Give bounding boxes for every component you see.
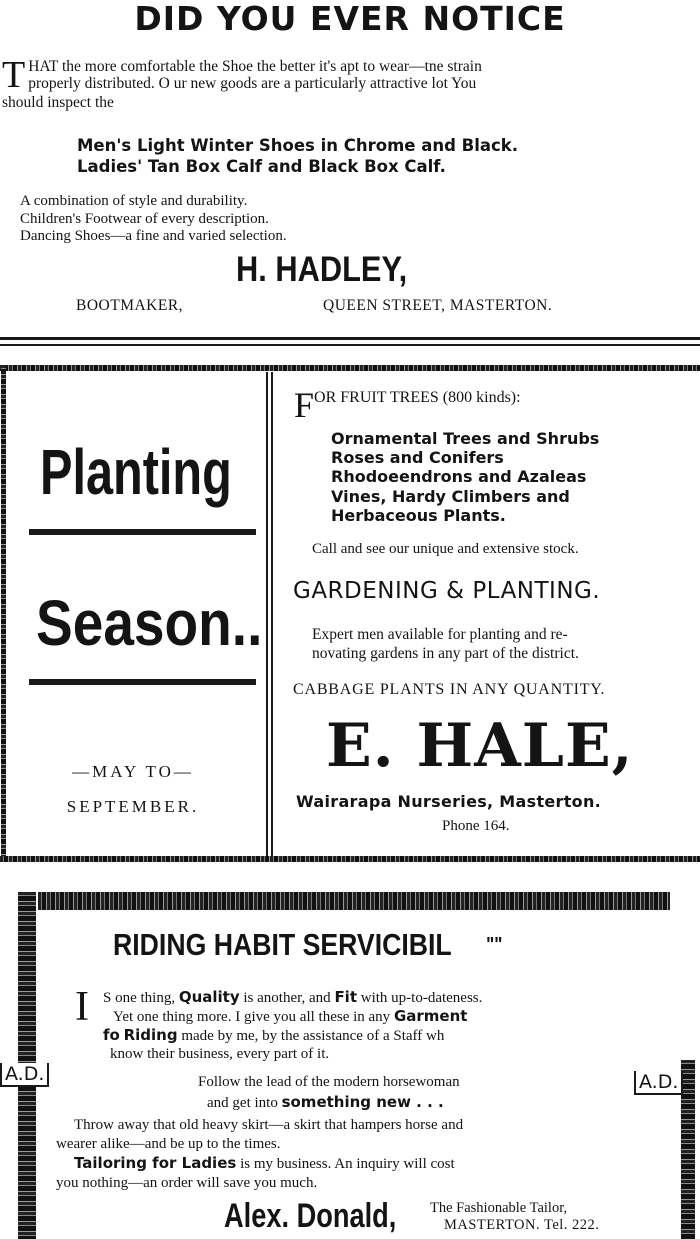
fruit-dropcap: F	[294, 385, 315, 425]
border-top	[0, 365, 700, 371]
donald-headline-text: RIDING HABIT SERVICIBIL	[113, 927, 452, 962]
hadley-list	[20, 193, 287, 246]
tag-line2: MASTERTON. Tel. 222.	[444, 1217, 600, 1233]
hale-nursery: Wairarapa Nurseries, Masterton.	[296, 792, 602, 811]
months-line1: —MAY TO—	[72, 762, 194, 781]
hale-item: Herbaceous Plants.	[331, 505, 506, 525]
hadley-intro-dropcap: T	[2, 54, 26, 96]
tailoring-line1	[56, 1154, 463, 1174]
hadley-intro-line3: should inspect the	[2, 94, 114, 111]
hale-item: Roses and Conifers	[331, 448, 504, 468]
text-run-bold: Riding	[123, 1026, 178, 1044]
donald-p1-line2	[75, 1007, 482, 1026]
hadley-intro-line1: HAT the more comfortable the Shoe the better it's apt to wear—tne strain	[28, 58, 482, 75]
donald-follow	[198, 1072, 460, 1113]
donald-name: Alex. Donald,	[224, 1197, 397, 1235]
hale-item: Rhodoeendrons and Azaleas	[331, 467, 587, 487]
hale-items	[331, 429, 599, 525]
donald-p1-line4: know their business, every part of it.	[110, 1046, 330, 1062]
hadley-list-line2: Children's Footwear of every description.	[20, 210, 269, 227]
hadley-feature-line1: Men's Light Winter Shoes in Chrome and Black.	[77, 136, 519, 155]
divider-rule	[0, 337, 700, 340]
follow-line2	[198, 1092, 460, 1113]
text-run: and get into	[207, 1095, 282, 1111]
donald-p1-line1	[75, 988, 482, 1007]
left-heavy-rule	[29, 679, 256, 685]
text-run-bold: Fit	[334, 988, 357, 1006]
expert-line1: Expert men available for planting and re-	[312, 626, 568, 643]
hadley-intro	[2, 54, 696, 96]
text-run: is my business. An inquiry will cost	[236, 1156, 455, 1172]
column-divider	[271, 372, 273, 856]
expert-lines	[312, 625, 579, 663]
hale-item: Vines, Hardy Climbers and	[331, 486, 570, 506]
text-run-bold: something new . . .	[281, 1093, 444, 1111]
text-run: is another, and	[239, 990, 335, 1006]
expert-line2: novating gardens in any part of the district.	[312, 645, 579, 662]
throw-line2: wearer alike—and be up to the times.	[56, 1136, 281, 1152]
season-word: Season..	[36, 587, 263, 659]
text-run: S one thing,	[103, 990, 179, 1006]
border-top	[38, 892, 670, 910]
fruit-trees-line	[294, 385, 521, 425]
hadley-trade: BOOTMAKER,	[76, 297, 184, 314]
border-bottom	[0, 856, 700, 862]
donald-para1	[75, 984, 483, 1063]
border-left	[1, 365, 6, 862]
donald-headline-tail: ""	[486, 934, 503, 956]
tailoring-line2: you nothing—an order will save you much.	[56, 1175, 318, 1191]
text-run: made by me, by the assistance of a Staff wh	[177, 1028, 445, 1044]
call-line: Call and see our unique and extensive stock.	[312, 541, 579, 557]
left-heavy-rule	[29, 529, 256, 535]
hadley-list-line3: Dancing Shoes—a fine and varied selection.	[20, 228, 287, 244]
hadley-headline: DID YOU EVER NOTICE	[134, 0, 566, 38]
hadley-address: QUEEN STREET, MASTERTON.	[323, 297, 553, 314]
cabbage-line: CABBAGE PLANTS IN ANY QUANTITY.	[293, 681, 606, 698]
fruit-text: OR FRUIT TREES (800 kinds):	[314, 389, 521, 406]
tag-line1: The Fashionable Tailor,	[430, 1200, 568, 1216]
donald-headline	[113, 927, 502, 963]
text-run-bold: Tailoring for Ladies	[74, 1154, 237, 1172]
text-run: with up-to-dateness.	[357, 990, 483, 1006]
follow-line1: Follow the lead of the modern horsewoman	[198, 1074, 460, 1090]
donald-tag	[430, 1200, 599, 1234]
donald-dropcap: I	[75, 984, 89, 1030]
hale-item: Ornamental Trees and Shrubs	[331, 429, 600, 448]
badge-left: A.D.	[0, 1063, 49, 1087]
badge-right: A.D.	[634, 1071, 683, 1095]
hadley-list-line1: A combination of style and durability.	[20, 193, 248, 209]
hale-name: E. HALE,	[326, 711, 634, 781]
column-divider	[266, 372, 268, 856]
hale-phone: Phone 164.	[442, 818, 510, 834]
divider-rule	[0, 344, 700, 346]
text-run-bold: fo	[103, 1026, 120, 1044]
donald-throw	[56, 1116, 463, 1193]
donald-p1-line3	[75, 1026, 482, 1045]
hadley-intro-line2: properly distributed. O ur new goods are a particularly attractive lot You	[28, 75, 477, 92]
throw-line1: Throw away that old heavy skirt—a skirt that hampers horse and	[74, 1117, 464, 1133]
planting-word: Planting	[40, 436, 232, 508]
text-run-bold: Quality	[178, 988, 240, 1006]
text-run: Yet one thing more. I give you all these in any	[113, 1009, 394, 1025]
hadley-feature-line2: Ladies' Tan Box Calf and Black Box Calf.	[77, 157, 446, 176]
hadley-name: H. HADLEY,	[236, 250, 408, 289]
months-line2: SEPTEMBER.	[66, 797, 200, 816]
gardening-heading: GARDENING & PLANTING.	[293, 578, 601, 604]
text-run-bold: Garment	[393, 1007, 468, 1025]
